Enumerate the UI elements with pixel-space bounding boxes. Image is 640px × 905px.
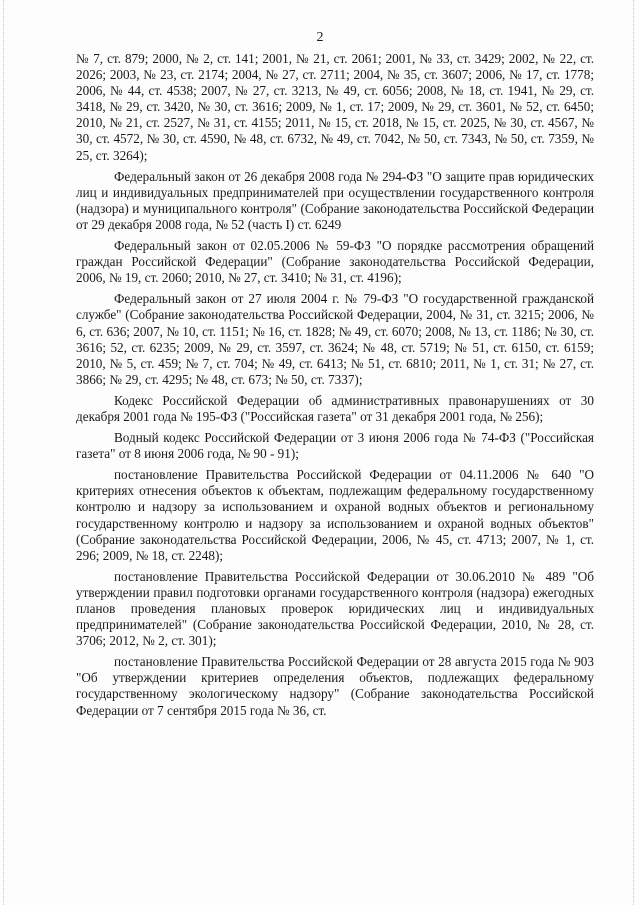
paragraph-law-294-fz: Федеральный закон от 26 декабря 2008 года № 294-ФЗ "О защите прав юридических лиц и индивидуальных предпринимателей при осуществлении государственного контроля (надзора) и муниципального контроля" (Собрание законодательства Российской Федерации от 29 декабря 2008 года, № 52 (часть I) ст. 6249	[76, 168, 594, 232]
paragraph-citations-continued: № 7, ст. 879; 2000, № 2, ст. 141; 2001, № 21, ст. 2061; 2001, № 33, ст. 3429; 2002, № 22, ст. 2026; 2003, № 23, ст. 2174; 2004, № 27, ст. 2711; 2004, № 35, ст. 3607; 2006, № 17, ст. 1778; 2006, № 44, ст. 4538; 2007, № 27, ст. 3213, № 49, ст. 6056; 2008, № 18, ст. 1941, № 29, ст. 3418, № 29, ст. 3420, № 30, ст. 3616; 2009, № 1, ст. 17; 2009, № 29, ст. 3601, № 52, ст. 6450; 2010, № 21, ст. 2527, № 31, ст. 4155; 2011, № 15, ст. 2018, № 15, ст. 2025, № 30, ст. 4567, № 30, ст. 4572, № 30, ст. 4590, № 48, ст. 6732, № 49, ст. 7042, № 50, ст. 7343, № 50, ст. 7359, № 25, ст. 3264);	[76, 51, 594, 163]
document-body	[76, 51, 594, 724]
page-number: 2	[316, 30, 324, 45]
paragraph-administrative-code: Кодекс Российской Федерации об административных правонарушениях от 30 декабря 2001 года № 195-ФЗ ("Российская газета" от 31 декабря 2001 года, № 256);	[76, 392, 594, 424]
paragraph-law-59-fz: Федеральный закон от 02.05.2006 № 59-ФЗ "О порядке рассмотрения обращений граждан Российской Федерации" (Собрание законодательства Российской Федерации, 2006, № 19, ст. 2060; 2010, № 27, ст. 3410; № 31, ст. 4196);	[76, 238, 594, 286]
paragraph-resolution-489: постановление Правительства Российской Федерации от 30.06.2010 № 489 "Об утверждении правил подготовки органами государственного контроля (надзора) ежегодных планов проведения плановых проверок юридических лиц и индивидуальных предпринимателей" (Собрание законодательства Российской Федерации, 2010, № 28, ст. 3706; 2012, № 2, ст. 301);	[76, 568, 594, 649]
paragraph-resolution-640: постановление Правительства Российской Федерации от 04.11.2006 № 640 "О критериях отнесения объектов к объектам, подлежащим федеральному государственному контролю и надзору за использованием и охраной водных объектов и региональному государственному контролю и надзору за использованием и охраной водных объектов" (Собрание законодательства Российской Федерации, 2006, № 45, ст. 4713; 2007, № 1, ст. 296; 2009, № 18, ст. 2248);	[76, 467, 594, 563]
scan-edge-right	[633, 0, 636, 905]
scan-edge-left	[3, 0, 6, 905]
paragraph-resolution-903: постановление Правительства Российской Федерации от 28 августа 2015 года № 903 "Об утверждении критериев определения объектов, подлежащих федеральному государственному экологическому надзору" (Собрание законодательства Российской Федерации от 7 сентября 2015 года № 36, ст.	[76, 654, 594, 718]
paragraph-water-code: Водный кодекс Российской Федерации от 3 июня 2006 года № 74-ФЗ ("Российская газета" от 8 июня 2006 года, № 90 - 91);	[76, 430, 594, 462]
paragraph-law-79-fz: Федеральный закон от 27 июля 2004 г. № 79-ФЗ "О государственной гражданской службе" (Собрание законодательства Российской Федерации, 2004, № 31, ст. 3215; 2006, № 6, ст. 636; 2007, № 10, ст. 1151; № 16, ст. 1828; № 49, ст. 6070; 2008, № 13, ст. 1186; № 30, ст. 3616; 52, ст. 6235; 2009, № 29, ст. 3597, ст. 3624; № 48, ст. 5719; № 51, ст. 6150, ст. 6159; 2010, № 5, ст. 459; № 7, ст. 704; № 49, ст. 6413; № 51, ст. 6810; 2011, № 1, ст. 31; № 27, ст. 3866; № 29, ст. 4295; № 48, ст. 673; № 50, ст. 7337);	[76, 291, 594, 387]
